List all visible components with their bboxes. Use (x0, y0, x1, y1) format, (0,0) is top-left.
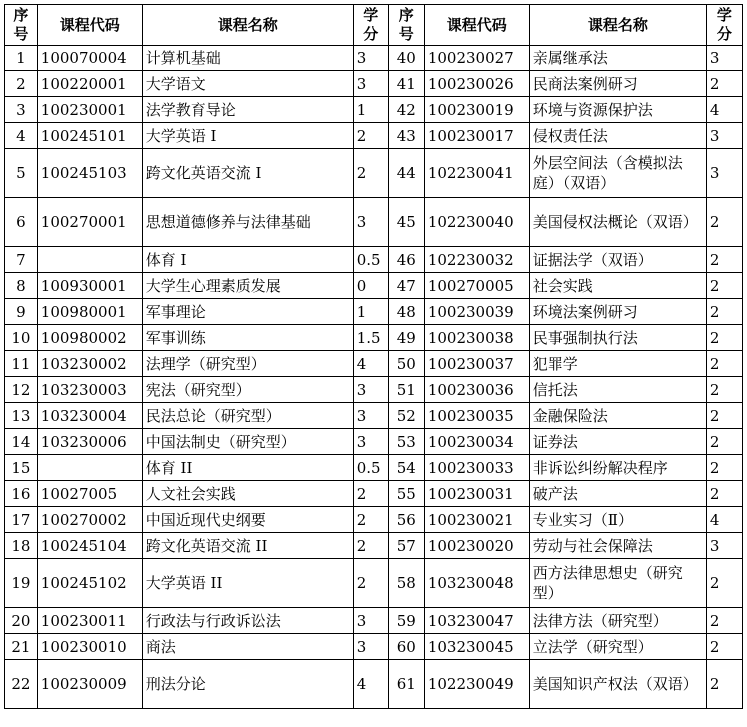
left-name-cell: 军事理论 (142, 299, 353, 325)
left-credit-cell: 3 (353, 198, 388, 247)
left-no-cell: 14 (5, 429, 38, 455)
header-credit-right: 学分 (706, 5, 742, 46)
right-name-cell: 立法学（研究型） (529, 634, 706, 660)
left-no-cell: 13 (5, 403, 38, 429)
left-credit-cell: 3 (353, 634, 388, 660)
left-credit-cell: 3 (353, 429, 388, 455)
left-code-cell: 103230004 (37, 403, 142, 429)
right-code-cell: 100230035 (424, 403, 529, 429)
header-credit: 学分 (353, 5, 388, 46)
table-row (5, 377, 743, 403)
right-no-cell: 52 (388, 403, 424, 429)
left-no-cell: 16 (5, 481, 38, 507)
left-code-cell (37, 247, 142, 273)
right-no-cell: 43 (388, 123, 424, 149)
left-code-cell: 100070004 (37, 46, 142, 71)
left-no-cell: 4 (5, 123, 38, 149)
table-row (5, 71, 743, 97)
left-code-cell: 10027005 (37, 481, 142, 507)
right-credit-cell: 2 (706, 273, 742, 299)
right-credit-cell: 2 (706, 455, 742, 481)
left-code-cell: 103230003 (37, 377, 142, 403)
right-no-cell: 44 (388, 149, 424, 198)
right-no-cell: 55 (388, 481, 424, 507)
left-name-cell: 商法 (142, 634, 353, 660)
right-no-cell: 60 (388, 634, 424, 660)
left-credit-cell: 3 (353, 377, 388, 403)
left-credit-cell: 2 (353, 507, 388, 533)
table-row (5, 273, 743, 299)
left-name-cell: 宪法（研究型） (142, 377, 353, 403)
right-code-cell: 100230021 (424, 507, 529, 533)
right-credit-cell: 2 (706, 660, 742, 709)
left-name-cell: 跨文化英语交流 I (142, 149, 353, 198)
left-code-cell: 100270002 (37, 507, 142, 533)
table-row (5, 559, 743, 608)
right-code-cell: 100270005 (424, 273, 529, 299)
left-name-cell: 法理学（研究型） (142, 351, 353, 377)
right-name-cell: 劳动与社会保障法 (529, 533, 706, 559)
left-code-cell: 100270001 (37, 198, 142, 247)
left-credit-cell: 3 (353, 403, 388, 429)
table-row (5, 455, 743, 481)
left-credit-cell: 0 (353, 273, 388, 299)
right-no-cell: 53 (388, 429, 424, 455)
left-no-cell: 21 (5, 634, 38, 660)
left-no-cell: 8 (5, 273, 38, 299)
header-no: 序号 (5, 5, 38, 46)
right-code-cell: 100230034 (424, 429, 529, 455)
header-row (5, 5, 743, 46)
right-code-cell: 100230038 (424, 325, 529, 351)
left-code-cell: 103230006 (37, 429, 142, 455)
left-credit-cell: 3 (353, 46, 388, 71)
right-code-cell: 100230026 (424, 71, 529, 97)
left-name-cell: 行政法与行政诉讼法 (142, 608, 353, 634)
left-name-cell: 大学英语 I (142, 123, 353, 149)
right-no-cell: 46 (388, 247, 424, 273)
left-no-cell: 5 (5, 149, 38, 198)
left-no-cell: 6 (5, 198, 38, 247)
left-credit-cell: 1 (353, 299, 388, 325)
right-code-cell: 100230020 (424, 533, 529, 559)
right-credit-cell: 2 (706, 429, 742, 455)
header-name-right: 课程名称 (529, 5, 706, 46)
left-code-cell: 100230011 (37, 608, 142, 634)
right-credit-cell: 2 (706, 198, 742, 247)
right-name-cell: 金融保险法 (529, 403, 706, 429)
right-code-cell: 100230027 (424, 46, 529, 71)
table-row (5, 634, 743, 660)
table-row (5, 481, 743, 507)
right-credit-cell: 3 (706, 123, 742, 149)
left-code-cell: 100930001 (37, 273, 142, 299)
right-name-cell: 社会实践 (529, 273, 706, 299)
right-name-cell: 信托法 (529, 377, 706, 403)
left-credit-cell: 0.5 (353, 455, 388, 481)
right-name-cell: 证券法 (529, 429, 706, 455)
right-code-cell: 103230047 (424, 608, 529, 634)
left-no-cell: 11 (5, 351, 38, 377)
left-code-cell: 100980002 (37, 325, 142, 351)
right-no-cell: 56 (388, 507, 424, 533)
right-name-cell: 证据法学（双语） (529, 247, 706, 273)
right-name-cell: 民事强制执行法 (529, 325, 706, 351)
left-code-cell: 100230009 (37, 660, 142, 709)
table-row (5, 46, 743, 71)
right-credit-cell: 3 (706, 149, 742, 198)
right-no-cell: 54 (388, 455, 424, 481)
left-no-cell: 9 (5, 299, 38, 325)
right-no-cell: 49 (388, 325, 424, 351)
left-code-cell: 100230001 (37, 97, 142, 123)
right-no-cell: 57 (388, 533, 424, 559)
right-code-cell: 102230032 (424, 247, 529, 273)
right-code-cell: 103230048 (424, 559, 529, 608)
left-name-cell: 大学生心理素质发展 (142, 273, 353, 299)
right-name-cell: 非诉讼纠纷解决程序 (529, 455, 706, 481)
left-credit-cell: 2 (353, 149, 388, 198)
right-name-cell: 美国侵权法概论（双语） (529, 198, 706, 247)
right-no-cell: 47 (388, 273, 424, 299)
right-no-cell: 41 (388, 71, 424, 97)
table-row (5, 149, 743, 198)
left-name-cell: 刑法分论 (142, 660, 353, 709)
right-no-cell: 42 (388, 97, 424, 123)
right-credit-cell: 2 (706, 608, 742, 634)
left-code-cell: 100245102 (37, 559, 142, 608)
left-credit-cell: 2 (353, 123, 388, 149)
left-no-cell: 17 (5, 507, 38, 533)
right-name-cell: 侵权责任法 (529, 123, 706, 149)
right-credit-cell: 2 (706, 299, 742, 325)
right-name-cell: 环境法案例研习 (529, 299, 706, 325)
right-credit-cell: 4 (706, 97, 742, 123)
table-row (5, 299, 743, 325)
course-table (4, 4, 743, 709)
right-credit-cell: 2 (706, 403, 742, 429)
left-credit-cell: 4 (353, 660, 388, 709)
right-credit-cell: 2 (706, 634, 742, 660)
left-code-cell: 100245101 (37, 123, 142, 149)
right-no-cell: 59 (388, 608, 424, 634)
right-credit-cell: 2 (706, 351, 742, 377)
left-code-cell: 100980001 (37, 299, 142, 325)
left-no-cell: 19 (5, 559, 38, 608)
left-credit-cell: 1 (353, 97, 388, 123)
left-name-cell: 思想道德修养与法律基础 (142, 198, 353, 247)
right-name-cell: 破产法 (529, 481, 706, 507)
table-row (5, 351, 743, 377)
right-code-cell: 100230036 (424, 377, 529, 403)
left-code-cell: 100245103 (37, 149, 142, 198)
left-no-cell: 15 (5, 455, 38, 481)
header-code-right: 课程代码 (424, 5, 529, 46)
left-name-cell: 大学语文 (142, 71, 353, 97)
right-name-cell: 环境与资源保护法 (529, 97, 706, 123)
left-credit-cell: 3 (353, 71, 388, 97)
left-code-cell: 103230002 (37, 351, 142, 377)
left-name-cell: 军事训练 (142, 325, 353, 351)
right-credit-cell: 3 (706, 46, 742, 71)
left-credit-cell: 1.5 (353, 325, 388, 351)
left-code-cell: 100245104 (37, 533, 142, 559)
table-row (5, 403, 743, 429)
left-code-cell (37, 455, 142, 481)
left-code-cell: 100230010 (37, 634, 142, 660)
header-code: 课程代码 (37, 5, 142, 46)
left-name-cell: 中国近现代史纲要 (142, 507, 353, 533)
right-credit-cell: 4 (706, 507, 742, 533)
left-code-cell: 100220001 (37, 71, 142, 97)
right-name-cell: 亲属继承法 (529, 46, 706, 71)
table-row (5, 507, 743, 533)
right-name-cell: 法律方法（研究型） (529, 608, 706, 634)
right-code-cell: 100230017 (424, 123, 529, 149)
table-row (5, 123, 743, 149)
right-credit-cell: 2 (706, 377, 742, 403)
table-row (5, 660, 743, 709)
right-name-cell: 犯罪学 (529, 351, 706, 377)
left-credit-cell: 2 (353, 481, 388, 507)
left-credit-cell: 4 (353, 351, 388, 377)
left-credit-cell: 2 (353, 533, 388, 559)
left-name-cell: 计算机基础 (142, 46, 353, 71)
right-credit-cell: 2 (706, 247, 742, 273)
right-credit-cell: 2 (706, 325, 742, 351)
header-name: 课程名称 (142, 5, 353, 46)
right-credit-cell: 2 (706, 71, 742, 97)
left-no-cell: 10 (5, 325, 38, 351)
table-row (5, 97, 743, 123)
left-no-cell: 1 (5, 46, 38, 71)
right-no-cell: 48 (388, 299, 424, 325)
left-name-cell: 中国法制史（研究型） (142, 429, 353, 455)
table-row (5, 429, 743, 455)
left-no-cell: 20 (5, 608, 38, 634)
table-body (5, 46, 743, 709)
table-row (5, 198, 743, 247)
left-name-cell: 体育 II (142, 455, 353, 481)
table-row (5, 325, 743, 351)
left-no-cell: 3 (5, 97, 38, 123)
right-no-cell: 58 (388, 559, 424, 608)
left-name-cell: 大学英语 II (142, 559, 353, 608)
table-row (5, 533, 743, 559)
right-credit-cell: 3 (706, 533, 742, 559)
right-code-cell: 100230033 (424, 455, 529, 481)
right-code-cell: 102230040 (424, 198, 529, 247)
table-row (5, 608, 743, 634)
right-code-cell: 100230031 (424, 481, 529, 507)
left-no-cell: 22 (5, 660, 38, 709)
right-code-cell: 102230049 (424, 660, 529, 709)
left-credit-cell: 0.5 (353, 247, 388, 273)
right-credit-cell: 2 (706, 559, 742, 608)
right-no-cell: 51 (388, 377, 424, 403)
left-credit-cell: 2 (353, 559, 388, 608)
right-no-cell: 40 (388, 46, 424, 71)
right-credit-cell: 2 (706, 481, 742, 507)
left-credit-cell: 3 (353, 608, 388, 634)
left-name-cell: 法学教育导论 (142, 97, 353, 123)
right-name-cell: 西方法律思想史（研究型） (529, 559, 706, 608)
right-code-cell: 100230039 (424, 299, 529, 325)
right-code-cell: 100230019 (424, 97, 529, 123)
right-code-cell: 100230037 (424, 351, 529, 377)
right-name-cell: 民商法案例研习 (529, 71, 706, 97)
right-name-cell: 专业实习（Ⅱ） (529, 507, 706, 533)
right-code-cell: 102230041 (424, 149, 529, 198)
left-no-cell: 2 (5, 71, 38, 97)
left-no-cell: 12 (5, 377, 38, 403)
left-name-cell: 人文社会实践 (142, 481, 353, 507)
table-row (5, 247, 743, 273)
right-name-cell: 外层空间法（含模拟法庭）（双语） (529, 149, 706, 198)
right-no-cell: 50 (388, 351, 424, 377)
right-name-cell: 美国知识产权法（双语） (529, 660, 706, 709)
left-name-cell: 跨文化英语交流 II (142, 533, 353, 559)
right-code-cell: 103230045 (424, 634, 529, 660)
right-no-cell: 61 (388, 660, 424, 709)
left-name-cell: 体育 I (142, 247, 353, 273)
left-name-cell: 民法总论（研究型） (142, 403, 353, 429)
header-no-right: 序号 (388, 5, 424, 46)
left-no-cell: 7 (5, 247, 38, 273)
left-no-cell: 18 (5, 533, 38, 559)
right-no-cell: 45 (388, 198, 424, 247)
